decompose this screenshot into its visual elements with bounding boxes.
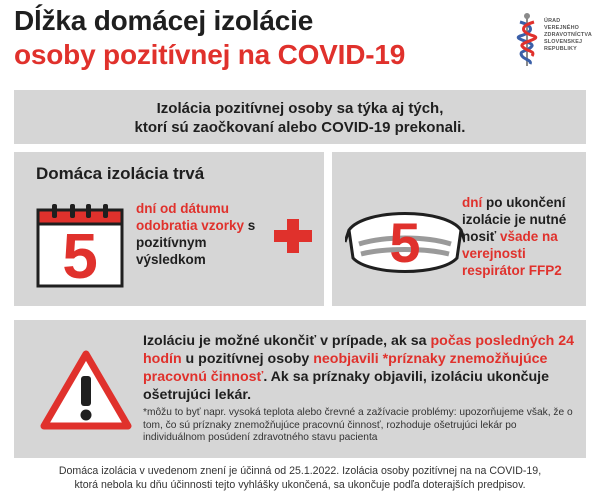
warning-triangle-icon	[40, 350, 132, 430]
mask-number: 5	[389, 211, 421, 274]
validity-note-line-2: ktorá nebola ku dňu účinnosti tejto vyhlášky ukončená, sa ukončuje podľa doterajších predpisov.	[74, 479, 526, 491]
logo-text-line: ZDRAVOTNÍCTVA	[544, 32, 592, 38]
ffp2-text	[462, 194, 586, 279]
caduceus-icon	[514, 12, 540, 68]
logo-text-line: ÚRAD	[544, 18, 561, 24]
symptoms-footnote: *môžu to byť napr. vysoká teplota alebo črevné a zažívacie problémy: upozorňujeme však, že o tom, čo sú príznaky znemožňujúce pracovnú činnosť, rozhoduje ošetrujúci lekár po individuálnom posúdení zdravotného stavu pacienta	[143, 407, 573, 444]
intro-text	[14, 99, 586, 137]
end-text-3: u pozitívnej osoby	[181, 351, 314, 367]
ffp2-text-highlight: všade na verejnosti respirátor FFP2	[462, 229, 562, 278]
ffp2-text-days: dní	[462, 195, 483, 210]
infographic-title	[14, 4, 484, 72]
isolation-duration-title: Domáca izolácia trvá	[36, 164, 205, 183]
calendar-number: 5	[62, 220, 98, 288]
intro-line-2: ktorí sú zaočkovaní alebo COVID-19 prekonali.	[134, 119, 466, 136]
logo-text-line: SLOVENSKEJ	[544, 39, 583, 45]
logo-text-line: VEREJNÉHO	[544, 25, 580, 31]
title-line-1: Dĺžka domácej izolácie	[14, 5, 314, 36]
uvzsr-logo	[514, 10, 596, 74]
end-text-4-highlight: neobjavili *príznaky znemožňujúce pracovnú činnosť	[143, 351, 548, 385]
ffp2-mask-icon	[345, 200, 465, 280]
validity-note	[14, 464, 586, 492]
ffp2-text-middle: po ukončení izolácie je nutné nosiť	[462, 195, 567, 244]
end-isolation-text	[143, 332, 579, 404]
end-text-1: Izoláciu je možné ukončiť v prípade, ak sa	[143, 333, 431, 349]
title-line-2: osoby pozitívnej na COVID-19	[14, 39, 406, 70]
end-text-5: . Ak sa príznaky objavili, izoláciu ukončuje ošetrujúci lekár.	[143, 369, 550, 403]
intro-band	[14, 90, 586, 144]
intro-line-1: Izolácia pozitívnej osoby sa týka aj tých,	[156, 100, 444, 117]
validity-note-line-1: Domáca izolácia v uvedenom znení je účinná od 25.1.2022. Izolácia osoby pozitívnej na na COVID-19,	[58, 465, 542, 477]
calendar-icon	[36, 202, 124, 288]
end-text-2-highlight: počas posledných 24 hodín	[143, 333, 574, 367]
logo-text	[544, 18, 592, 53]
logo-text-line: REPUBLIKY	[544, 46, 577, 52]
duration-text-highlight: dní od dátumu odobratia vzorky	[136, 201, 245, 233]
plus-icon	[270, 216, 316, 256]
duration-text-rest: s pozitívnym výsledkom	[136, 218, 256, 267]
isolation-duration-text	[136, 200, 256, 268]
